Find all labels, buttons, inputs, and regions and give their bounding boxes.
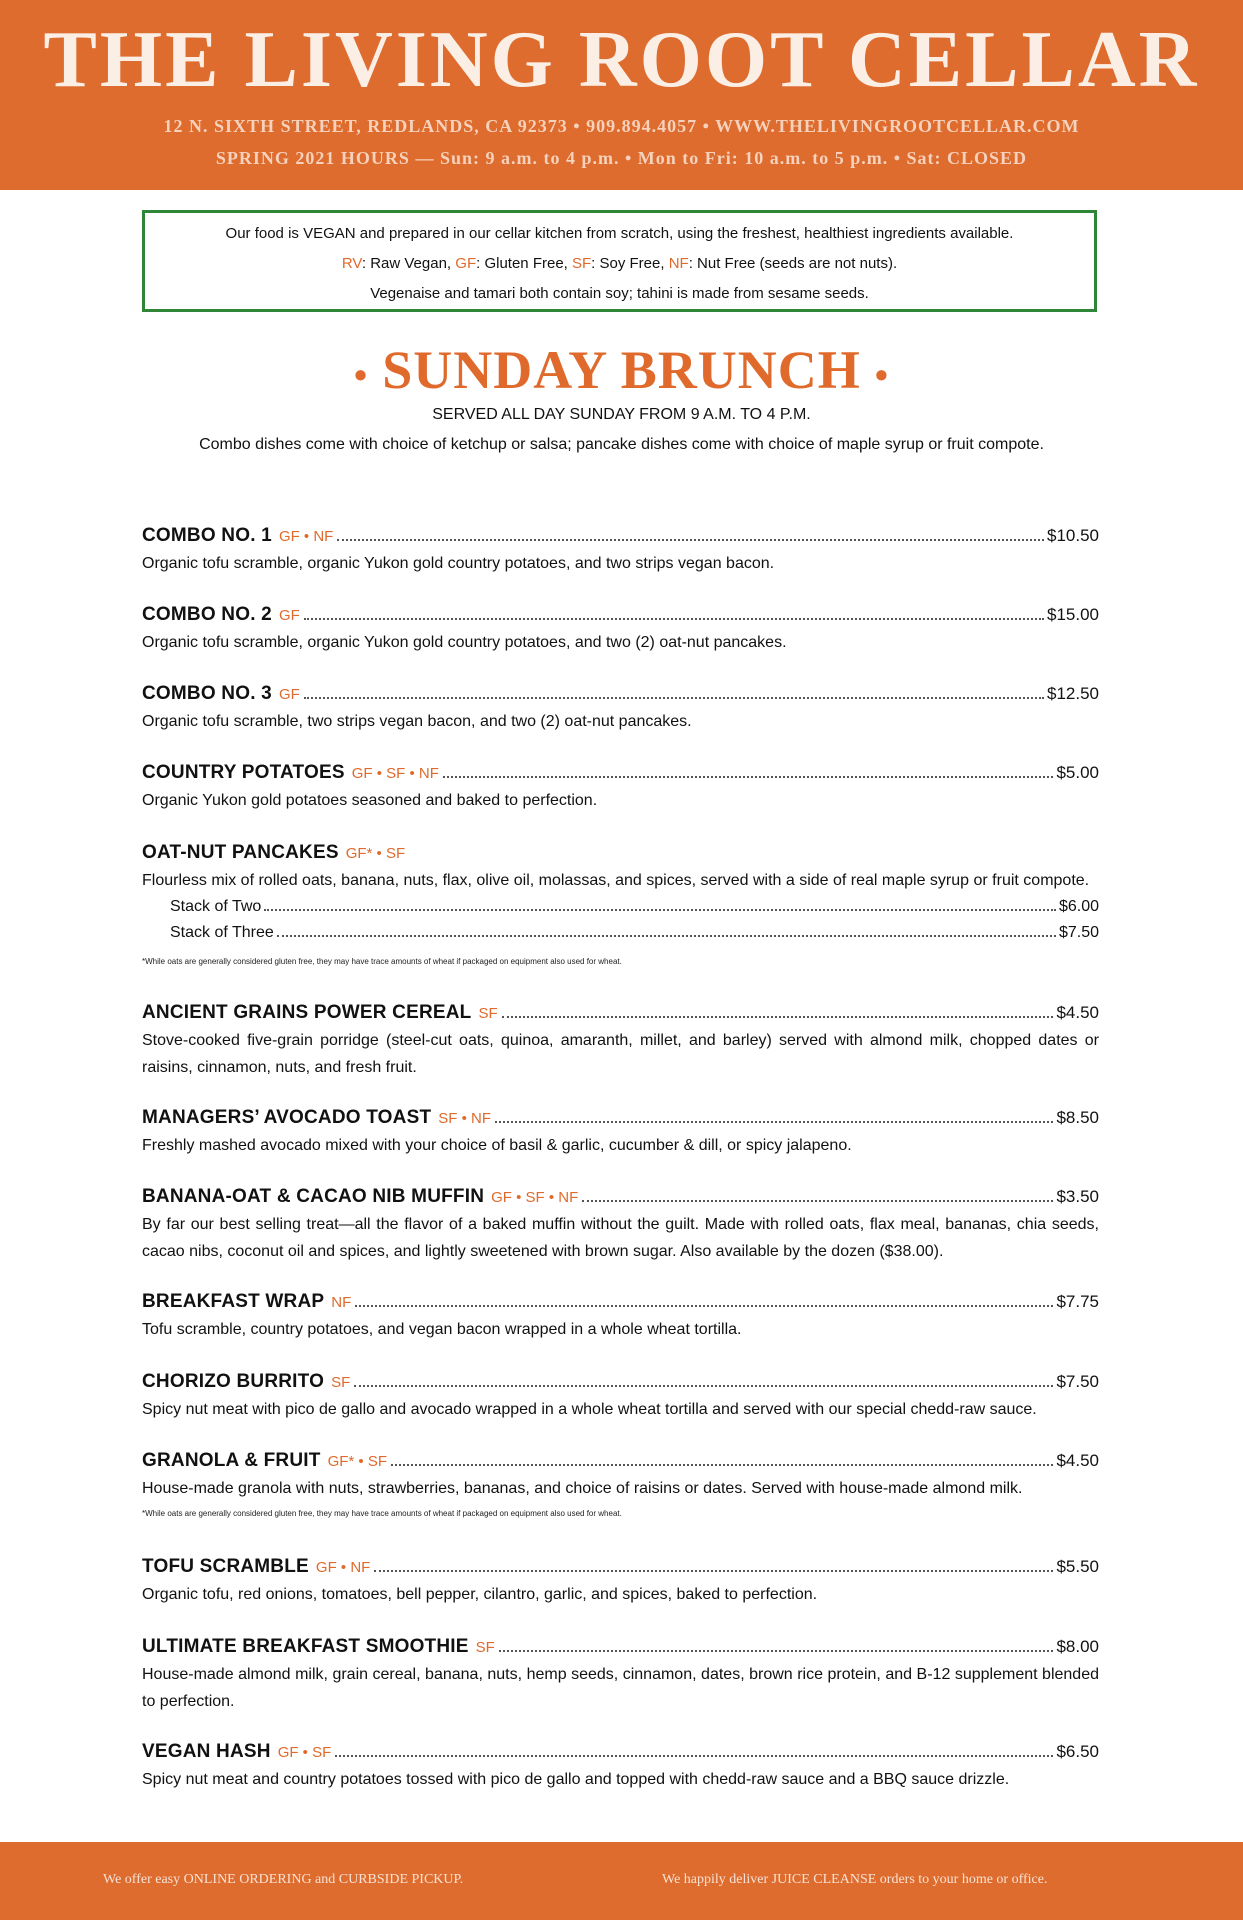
item-name: ULTIMATE BREAKFAST SMOOTHIE <box>142 1636 469 1657</box>
item-price: $7.75 <box>1056 1292 1099 1311</box>
sub-option-price: $6.00 <box>1058 898 1099 915</box>
dot-leader <box>374 1570 1053 1572</box>
section-title-text: SUNDAY BRUNCH <box>382 340 861 400</box>
item-description: Organic tofu scramble, organic Yukon gold country potatoes, and two strips vegan bacon. <box>142 555 775 572</box>
item-name: COMBO NO. 2 <box>142 604 272 625</box>
legend-code: SF <box>572 255 592 272</box>
menu-item <box>142 1738 1099 1793</box>
menu-item <box>142 680 1099 735</box>
item-name: COMBO NO. 3 <box>142 683 272 704</box>
menu-item <box>142 999 1099 1081</box>
legend-text: : Soy Free, <box>591 255 669 272</box>
item-name: TOFU SCRAMBLE <box>142 1556 309 1577</box>
item-description: Organic Yukon gold potatoes seasoned and baked to perfection. <box>142 792 598 809</box>
item-description: Freshly mashed avocado mixed with your choice of basil & garlic, cucumber & dill, or spicy jalapeno. <box>142 1137 852 1154</box>
item-price: $6.50 <box>1056 1742 1099 1761</box>
menu-item <box>142 1183 1099 1265</box>
legend-text: : Gluten Free, <box>476 255 572 272</box>
item-price: $8.50 <box>1056 1108 1099 1127</box>
menu-item <box>142 1288 1099 1343</box>
item-price: $7.50 <box>1056 1372 1099 1391</box>
title-dot-right: • <box>874 354 890 397</box>
section-title <box>0 338 1243 408</box>
item-description: Flourless mix of rolled oats, banana, nuts, flax, olive oil, molassas, and spices, served with a side of real maple syrup or fruit compote. <box>142 872 1090 889</box>
item-name: COUNTRY POTATOES <box>142 762 345 783</box>
item-name: COMBO NO. 1 <box>142 525 272 546</box>
dot-leader <box>582 1200 1053 1202</box>
footnote: *While oats are generally considered gluten free, they may have trace amounts of wheat if packaged on equipment also used for wheat. <box>142 957 622 966</box>
menu-item <box>142 1447 1099 1522</box>
item-name: VEGAN HASH <box>142 1741 271 1762</box>
dot-leader <box>495 1121 1053 1123</box>
header-banner <box>0 0 1243 190</box>
sub-option-label: Stack of Three <box>170 924 274 941</box>
item-name: BREAKFAST WRAP <box>142 1291 325 1312</box>
item-price: $10.50 <box>1047 526 1099 545</box>
item-price: $12.50 <box>1047 684 1099 703</box>
item-tags: SF <box>478 1005 498 1022</box>
item-name: ANCIENT GRAINS POWER CEREAL <box>142 1002 472 1023</box>
dot-leader <box>304 697 1044 699</box>
footer-online-ordering: We offer easy ONLINE ORDERING and CURBSIDE PICKUP. <box>103 1872 464 1887</box>
info-line-3: Vegenaise and tamari both contain soy; tahini is made from sesame seeds. <box>370 285 869 302</box>
dot-leader <box>335 1755 1053 1757</box>
item-name: CHORIZO BURRITO <box>142 1371 325 1392</box>
item-tags: SF <box>331 1374 351 1391</box>
item-tags: GF <box>278 607 300 624</box>
item-name: GRANOLA & FRUIT <box>142 1450 321 1471</box>
dot-leader <box>391 1464 1053 1466</box>
dot-leader <box>502 1016 1054 1018</box>
item-tags: NF <box>331 1294 352 1311</box>
dot-leader <box>355 1305 1053 1307</box>
legend-code: RV <box>341 255 362 272</box>
title-dot-left: • <box>353 354 369 397</box>
item-price: $3.50 <box>1056 1187 1099 1206</box>
legend-code: NF <box>668 255 689 272</box>
served-hours: SERVED ALL DAY SUNDAY FROM 9 A.M. TO 4 P.M. <box>432 406 811 423</box>
menu-item <box>142 1553 1099 1608</box>
item-description: Spicy nut meat with pico de gallo and avocado wrapped in a whole wheat tortilla and served with our special chedd-raw sauce. <box>142 1401 1037 1418</box>
item-name: BANANA-OAT & CACAO NIB MUFFIN <box>142 1186 485 1207</box>
item-price: $8.00 <box>1056 1637 1099 1656</box>
item-description: House-made almond milk, grain cereal, banana, nuts, hemp seeds, cinnamon, dates, brown rice protein, and B-12 supplement blended to perfection. <box>142 1666 1099 1710</box>
dot-leader <box>354 1385 1053 1387</box>
item-price: $4.50 <box>1056 1003 1099 1022</box>
dot-leader <box>304 618 1044 620</box>
item-tags: GF* • SF <box>345 845 406 862</box>
sub-option-price: $7.50 <box>1058 924 1099 941</box>
legend-code: GF <box>455 255 477 272</box>
dot-leader <box>264 909 1056 911</box>
sub-option <box>142 894 1099 920</box>
item-description: Organic tofu scramble, organic Yukon gold country potatoes, and two (2) oat-nut pancakes. <box>142 634 787 651</box>
item-tags: GF • SF <box>277 1744 332 1761</box>
item-tags: GF • SF • NF <box>351 765 439 782</box>
menu-item <box>142 759 1099 814</box>
item-description: Stove-cooked five-grain porridge (steel-cut oats, quinoa, amaranth, millet, and barley) served with almond milk, chopped dates or raisins, cinnamon, nuts, and fresh fruit. <box>142 1032 1099 1076</box>
item-name: OAT-NUT PANCAKES <box>142 842 339 863</box>
hours-line: SPRING 2021 HOURS — Sun: 9 a.m. to 4 p.m. • Mon to Fri: 10 a.m. to 5 p.m. • Sat: CLOSED <box>215 148 1028 168</box>
legend-text: : Nut Free (seeds are not nuts). <box>688 255 898 272</box>
dietary-legend <box>145 249 1094 279</box>
item-price: $5.00 <box>1056 763 1099 782</box>
menu-item <box>142 522 1099 577</box>
dot-leader <box>443 776 1054 778</box>
sub-option-label: Stack of Two <box>170 898 262 915</box>
menu-item <box>142 839 1099 970</box>
item-description: Organic tofu, red onions, tomatoes, bell pepper, cilantro, garlic, and spices, baked to perfection. <box>142 1586 818 1603</box>
item-tags: GF • NF <box>278 528 334 545</box>
item-price: $15.00 <box>1047 605 1099 624</box>
item-description: House-made granola with nuts, strawberries, bananas, and choice of raisins or dates. Served with house-made almond milk. <box>142 1480 1023 1497</box>
footer-juice-cleanse: We happily deliver JUICE CLEANSE orders to your home or office. <box>662 1872 1048 1887</box>
footnote: *While oats are generally considered gluten free, they may have trace amounts of wheat if packaged on equipment also used for wheat. <box>142 1509 622 1518</box>
item-tags: GF • NF <box>315 1559 371 1576</box>
item-tags: GF <box>278 686 300 703</box>
dot-leader <box>277 935 1056 937</box>
item-description: Tofu scramble, country potatoes, and vegan bacon wrapped in a whole wheat tortilla. <box>142 1321 742 1338</box>
item-tags: SF • NF <box>438 1110 492 1127</box>
legend-text: : Raw Vegan, <box>361 255 456 272</box>
item-tags: GF* • SF <box>327 1453 387 1470</box>
item-description: Organic tofu scramble, two strips vegan bacon, and two (2) oat-nut pancakes. <box>142 713 692 730</box>
dot-leader <box>337 539 1044 541</box>
item-price: $4.50 <box>1056 1451 1099 1470</box>
menu-item <box>142 1633 1099 1715</box>
dot-leader <box>499 1650 1054 1652</box>
item-tags: GF • SF • NF <box>491 1189 579 1206</box>
menu-item <box>142 601 1099 656</box>
item-price: $5.50 <box>1056 1557 1099 1576</box>
footer-banner <box>0 1842 1243 1920</box>
item-description: Spicy nut meat and country potatoes tossed with pico de gallo and topped with chedd-raw sauce and a BBQ sauce drizzle. <box>142 1771 1010 1788</box>
sub-option <box>142 920 1099 946</box>
restaurant-title: THE LIVING ROOT CELLAR <box>43 16 1200 104</box>
info-line-1: Our food is VEGAN and prepared in our cellar kitchen from scratch, using the freshest, healthiest ingredients available. <box>225 225 1014 242</box>
item-description: By far our best selling treat—all the flavor of a baked muffin without the guilt. Made with rolled oats, flax meal, bananas, chia seeds, cacao nibs, coconut oil and spices, and lightly sweetened with brown sugar. Also available by the dozen ($38.00). <box>142 1216 1099 1260</box>
address-line: 12 N. SIXTH STREET, REDLANDS, CA 92373 • 909.894.4057 • WWW.THELIVINGROOTCELLAR.COM <box>163 116 1080 136</box>
item-name: MANAGERS’ AVOCADO TOAST <box>142 1107 432 1128</box>
menu-item <box>142 1368 1099 1423</box>
combo-note: Combo dishes come with choice of ketchup or salsa; pancake dishes come with choice of maple syrup or fruit compote. <box>199 436 1044 453</box>
item-tags: SF <box>475 1639 495 1656</box>
dietary-info-box <box>142 210 1097 312</box>
menu-item <box>142 1104 1099 1159</box>
